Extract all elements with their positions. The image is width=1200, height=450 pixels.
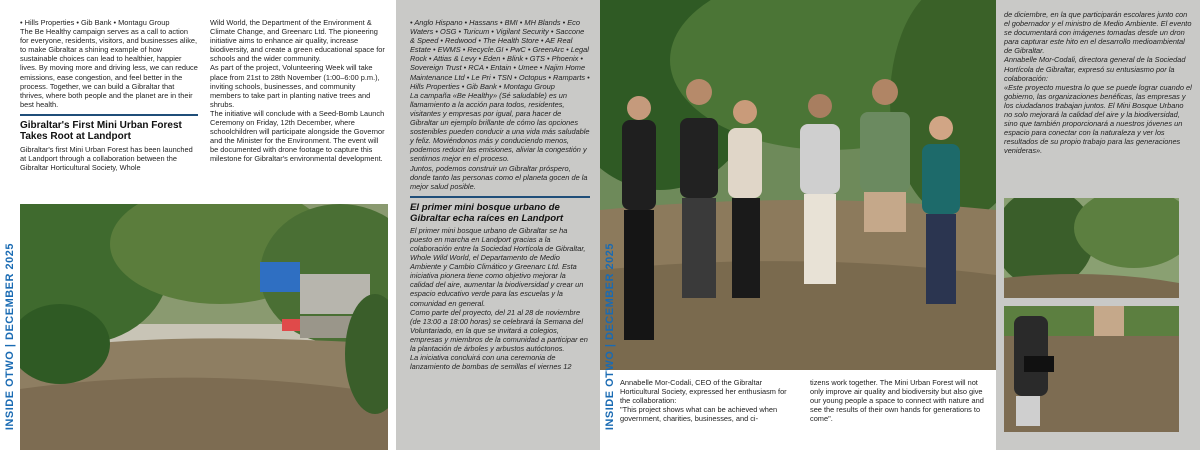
quote-end: tizens work together. The Mini Urban Forest will not only improve air quality and biodiversity but also give our young people a space to connect with nature and see the results of their own hands for generations to come". xyxy=(810,378,984,424)
section-divider xyxy=(20,114,198,116)
issue-spine-label: INSIDE OTWO | DECEMBER 2025 xyxy=(4,242,16,430)
article-heading-english: Gibraltar's First Mini Urban Forest Takes Root at Landport xyxy=(20,119,182,143)
page-spanish-right xyxy=(996,0,1200,450)
column-english-1 xyxy=(20,18,198,172)
forest-paragraph-4-es: de diciembre, en la que participarán escolares junto con el gobernador y el ministro de Medio Ambiente. El evento se documentará con imágenes tomadas desde un dron para capturar este hito en el desarrollo medioambiental de Gibraltar. xyxy=(1004,10,1192,56)
article-heading-spanish: El primer mini bosque urbano de Gibraltar echa raíces en Landport xyxy=(410,201,564,224)
column-english-4 xyxy=(810,378,990,423)
be-healthy-paragraph: The Be Healthy campaign serves as a call to action for everyone, residents, visitors, and businesses alike, to make Gibraltar a shining example of how sustainable choices can lead to healthier, happier lives. By moving more and driving less, we can reduce emissions, ease congestion, and feel better in the process. Together, we can build a Gibraltar that thrives, where both people and the planet are in their best health. xyxy=(20,27,198,109)
quote-intro-es: Annabelle Mor-Codali, directora general de la Sociedad Hortícola de Gibraltar, expresó su entusiasmo por la colaboración: xyxy=(1004,55,1186,83)
column-english-3 xyxy=(620,378,798,423)
be-healthy-closing-es: Juntos, podemos construir un Gibraltar próspero, donde tanto las personas como el planeta gocen de la mejor salud posible. xyxy=(410,163,588,191)
forest-paragraph-3: The initiative will conclude with a Seed-Bomb Launch Ceremony on Friday, 12th December, where schoolchildren will participate alongside the Governor and the Minister for the Environment. The event will be documented with drone footage to capture this milestone for Gibraltar's environmental development. xyxy=(210,108,385,164)
group-photo xyxy=(600,0,996,370)
sponsor-list-end: • Hills Properties • Gib Bank • Montagu Group xyxy=(20,18,170,27)
forest-paragraph-1: Wild World, the Department of the Environment & Climate Change, and Greenarc Ltd. The pioneering initiative aims to enhance air quality, increase biodiversity, and create a green educational space for schools and the wider community. xyxy=(210,18,385,64)
sponsor-list: • Anglo Hispano • Hassans • BMI • MH Blands • Eco Waters • OSG • Turicum • Vigilant Security • Saccone & Speed • Redwood • The Health Store • AE Real Estate • EWMS • Recycle.GI • PwC • GreenArc • Legal Rock • Attias & Levy • Eden • Blink • GTS • Phoenix • Sovereign Trust • RCA • Entain • Umee • Najim Home Maintenance Ltd • Le Pri • TSN • Octopus • Ramparts • Hills Properties • Gib Bank • Montagu Group xyxy=(410,18,590,91)
forest-paragraph-2: As part of the project, Volunteering Week will take place from 21st to 28th November (1:00–6:00 p.m.), inviting schools, businesses, and community members to take part in planting native trees and shrubs. xyxy=(210,63,380,109)
page-spanish-left xyxy=(396,0,600,450)
landport-site-photo xyxy=(20,204,388,450)
column-english-2 xyxy=(210,18,388,164)
quote-start: "This project shows what can be achieved when government, charities, businesses, and ci- xyxy=(620,405,778,424)
quote-intro: Annabelle Mor-Codali, CEO of the Gibraltar Horticultural Society, expressed her enthusiasm for the collaboration: xyxy=(620,378,787,406)
section-divider xyxy=(410,196,590,198)
camera-crew-photo xyxy=(1004,306,1179,432)
forest-paragraph-3-es: La iniciativa concluirá con una ceremonia de lanzamiento de bombas de semillas el viernes 12 xyxy=(410,353,572,372)
page-english-right xyxy=(600,0,996,450)
page-english-left xyxy=(0,0,396,450)
issue-spine-label: INSIDE OTWO | DECEMBER 2025 xyxy=(604,242,616,430)
forest-intro-paragraph: Gibraltar's first Mini Urban Forest has been launched at Landport through a collaboration between the Gibraltar Horticultural Society, Whole xyxy=(20,144,193,173)
forest-paragraph-1-es: El primer mini bosque urbano de Gibraltar se ha puesto en marcha en Landport gracias a la colaboración entre la Sociedad Hortícola de Gibraltar, Whole Wild World, el Departamento de Medio Ambiente y Cambio Climático y Greenarc Ltd. Esta iniciativa pionera tiene como objetivo mejorar la calidad del aire, aumentar la biodiversidad y crear un espacio educativo verde para las escuelas y la comunidad en general. xyxy=(410,225,586,308)
column-spanish-1 xyxy=(410,18,590,371)
forest-paragraph-2-es: Como parte del proyecto, del 21 al 28 de noviembre (de 13:00 a 18:00 horas) se celebrará la Semana del Voluntariado, en la que se invitará a colegios, empresas y miembros de la comunidad a participar en la plantación de árboles y arbustos autóctonos. xyxy=(410,307,588,353)
be-healthy-paragraph-es: La campaña «Be Healthy» (Sé saludable) es un llamamiento a la acción para todos, residentes, visitantes y empresas por igual, para hacer de Gibraltar un ejemplo brillante de cómo las opciones sostenibles pueden conducir a una vida más saludable y feliz. Moviéndonos más y conduciendo menos, podemos reducir las emisiones, aliviar la congestión y sentirnos mejor en el proceso. xyxy=(410,90,590,164)
column-spanish-2 xyxy=(1004,10,1192,156)
palm-trees-photo xyxy=(1004,198,1179,298)
quote-es: «Este proyecto muestra lo que se puede lograr cuando el gobierno, las organizaciones benéficas, las empresas y los ciudadanos trabajan juntos. El Mini Bosque Urbano no solo mejorará la calidad del aire y la biodiversidad, sino que también proporcionará a nuestros jóvenes un espacio para conectar con la naturaleza y ver los resultados de su propio trabajo para las generaciones venideras». xyxy=(1004,82,1192,156)
